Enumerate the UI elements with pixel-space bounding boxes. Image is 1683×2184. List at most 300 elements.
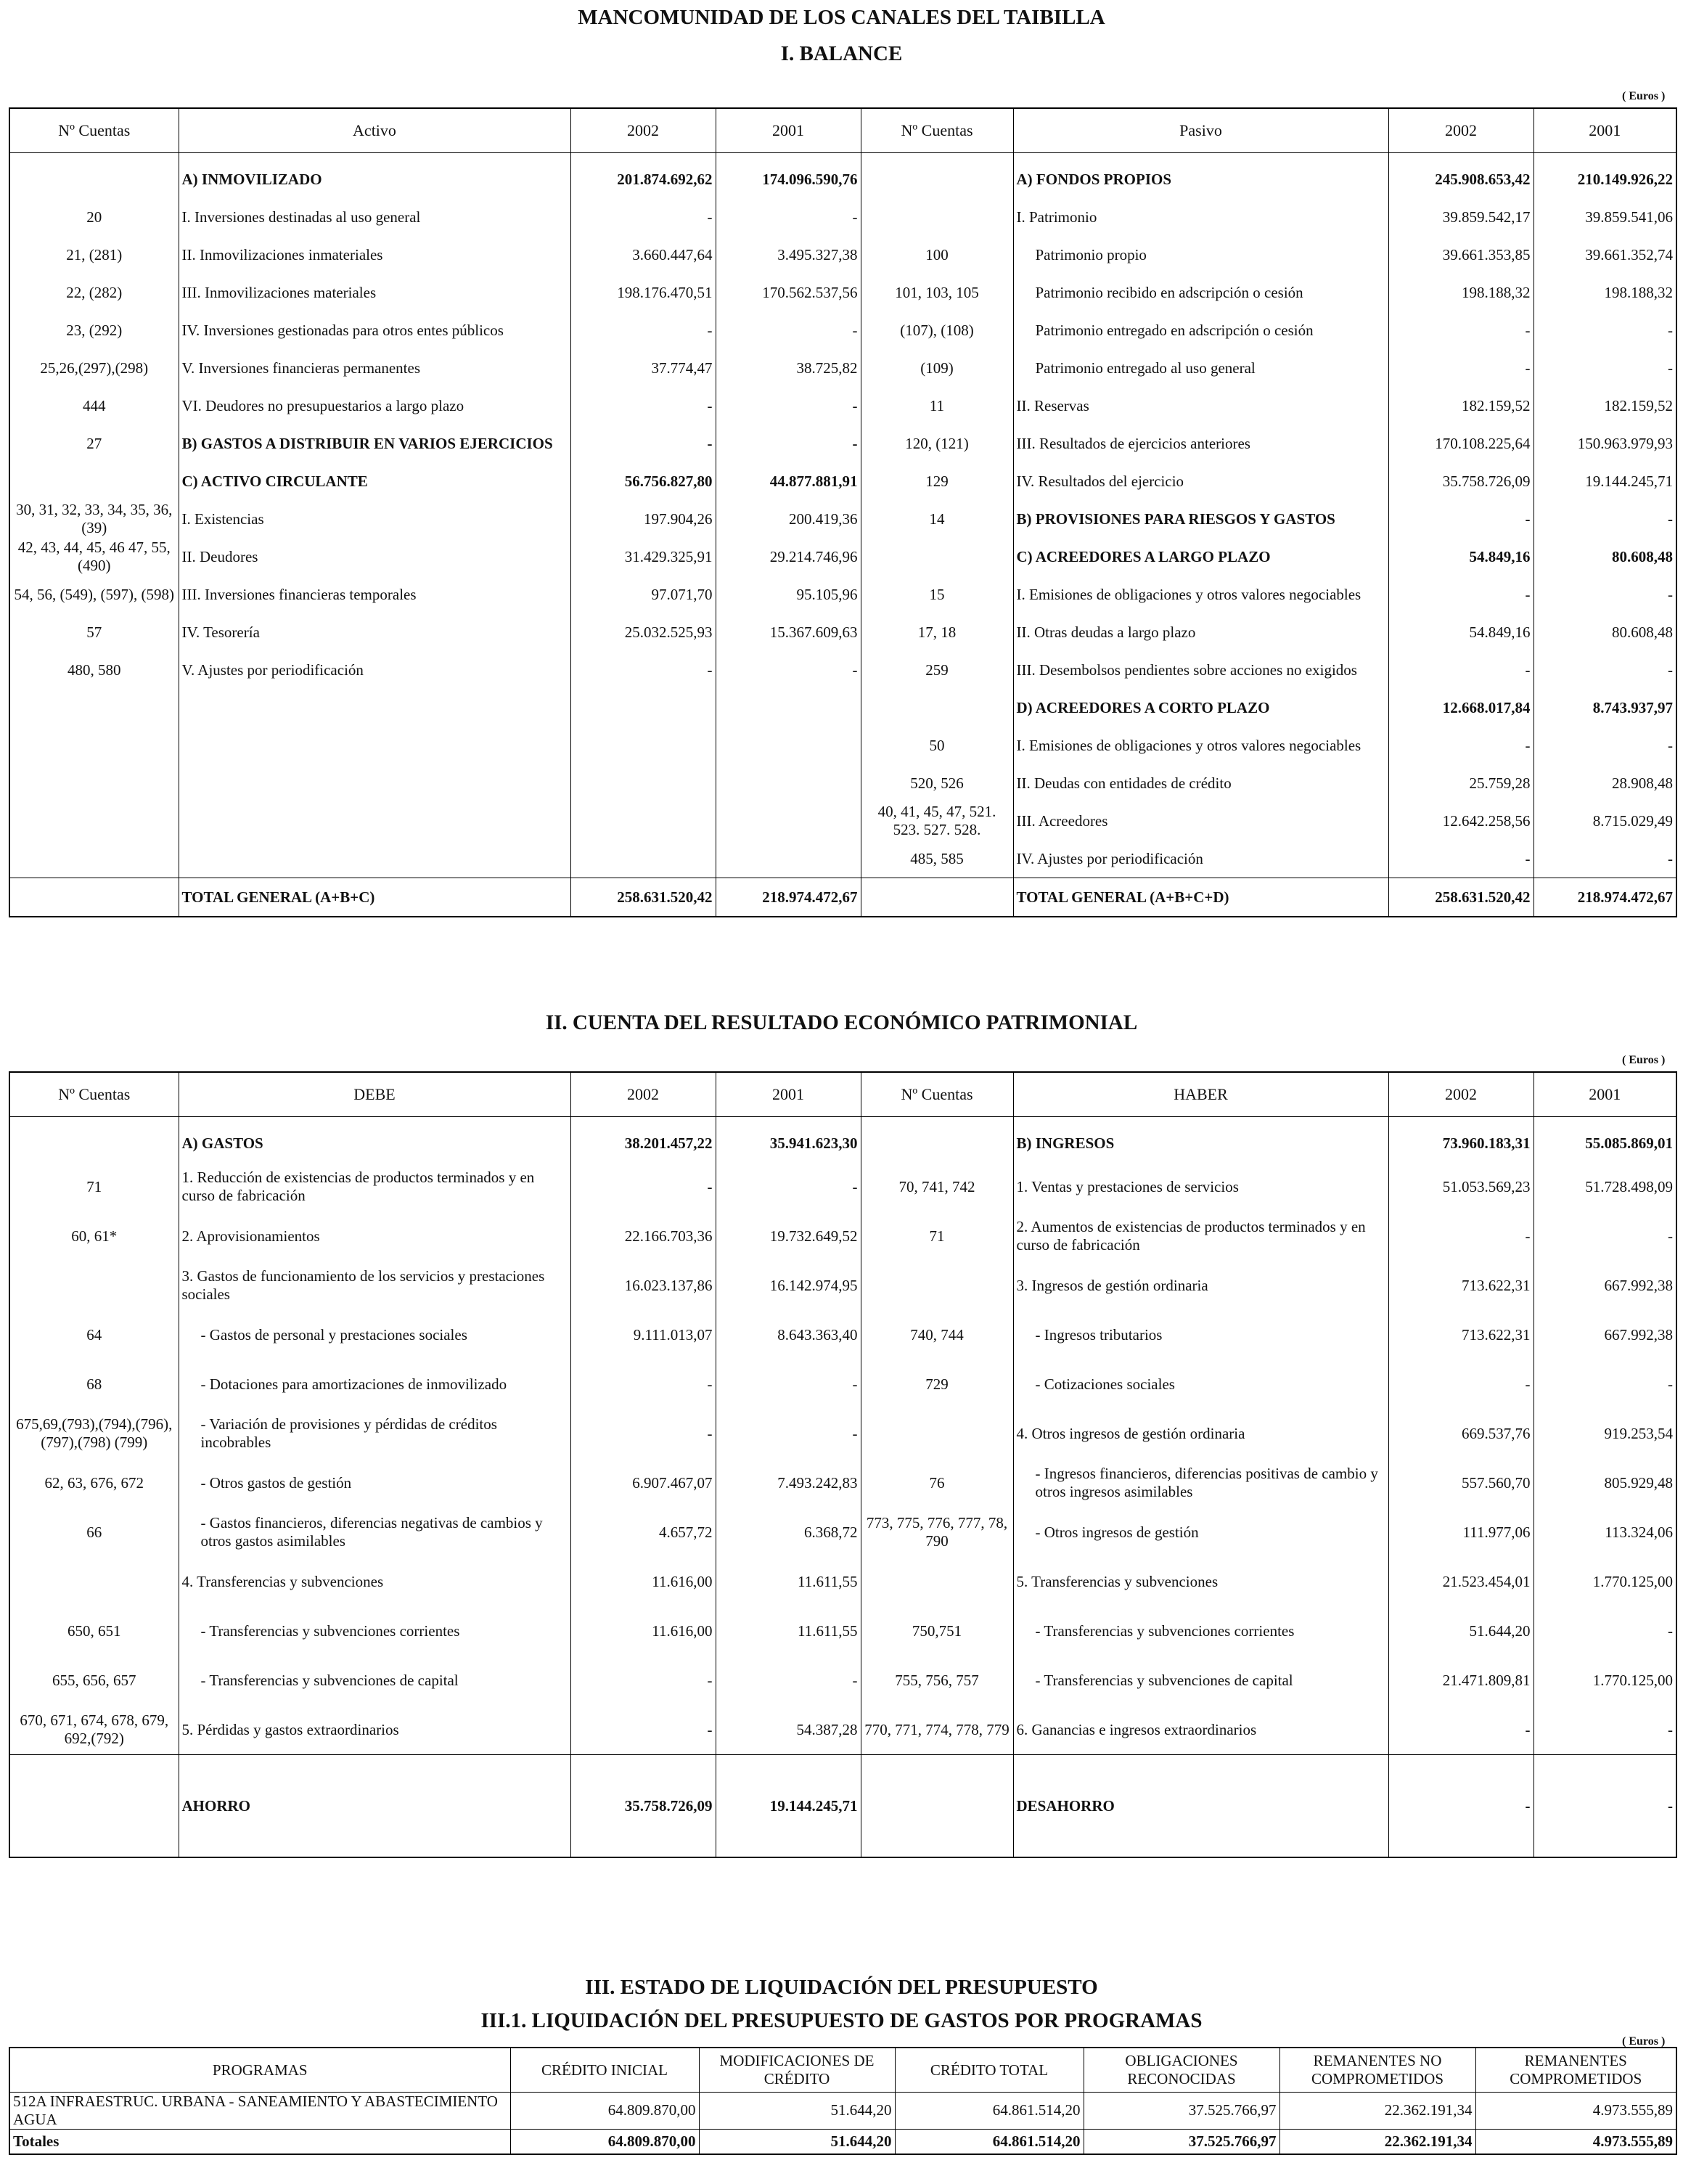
account-code bbox=[861, 1124, 1013, 1162]
table-row bbox=[9, 764, 1676, 802]
spacer-cell bbox=[861, 1117, 1013, 1125]
amount-2001: - bbox=[1533, 840, 1676, 878]
amount-2001: 51.728.498,09 bbox=[1533, 1162, 1676, 1211]
account-code: 15 bbox=[861, 576, 1013, 613]
concept: V. Inversiones financieras permanentes bbox=[179, 349, 570, 387]
concept: 1. Reducción de existencias de productos terminados y en curso de fabricación bbox=[179, 1162, 570, 1211]
amount-2001: 1.770.125,00 bbox=[1533, 1557, 1676, 1606]
amount-2002: 97.071,70 bbox=[570, 576, 716, 613]
concept: A) FONDOS PROPIOS bbox=[1013, 160, 1388, 198]
modificaciones: 51.644,20 bbox=[699, 2129, 895, 2154]
concept: IV. Tesorería bbox=[179, 613, 570, 651]
account-code bbox=[9, 727, 179, 764]
column-header: Activo bbox=[179, 108, 570, 153]
amount-2001: 6.368,72 bbox=[716, 1508, 861, 1557]
remanentes-comprometidos: 4.973.555,89 bbox=[1475, 2093, 1676, 2130]
table-row bbox=[9, 538, 1676, 576]
account-code: 54, 56, (549), (597), (598) bbox=[9, 576, 179, 613]
amount-2002 bbox=[570, 689, 716, 727]
amount-2002: 201.874.692,62 bbox=[570, 160, 716, 198]
amount-2001: - bbox=[716, 1162, 861, 1211]
amount-2001: 170.562.537,56 bbox=[716, 274, 861, 311]
account-code: 30, 31, 32, 33, 34, 35, 36, (39) bbox=[9, 500, 179, 538]
account-code bbox=[9, 462, 179, 500]
amount-2001: 218.974.472,67 bbox=[1533, 878, 1676, 917]
amount-2001: 150.963.979,93 bbox=[1533, 425, 1676, 462]
spacer-cell bbox=[1388, 153, 1533, 161]
table-row bbox=[9, 349, 1676, 387]
concept: - Ingresos tributarios bbox=[1013, 1310, 1388, 1359]
concept: - Variación de provisiones y pérdidas de créditos incobrables bbox=[179, 1409, 570, 1458]
amount-2002: 11.616,00 bbox=[570, 1557, 716, 1606]
table-row bbox=[9, 1261, 1676, 1310]
amount-2002: 713.622,31 bbox=[1388, 1261, 1533, 1310]
account-code: 27 bbox=[9, 425, 179, 462]
table-row bbox=[9, 425, 1676, 462]
amount-2002: 11.616,00 bbox=[570, 1606, 716, 1656]
amount-2001: - bbox=[1533, 727, 1676, 764]
spacer-cell bbox=[9, 1117, 179, 1125]
amount-2001: 19.144.245,71 bbox=[1533, 462, 1676, 500]
amount-2001: 113.324,06 bbox=[1533, 1508, 1676, 1557]
table-row bbox=[9, 1458, 1676, 1508]
column-header: Pasivo bbox=[1013, 108, 1388, 153]
concept: 2. Aprovisionamientos bbox=[179, 1211, 570, 1261]
account-code: 22, (282) bbox=[9, 274, 179, 311]
concept: - Transferencias y subvenciones corrientes bbox=[1013, 1606, 1388, 1656]
concept: - Transferencias y subvenciones corrientes bbox=[179, 1606, 570, 1656]
concept: III. Acreedores bbox=[1013, 802, 1388, 840]
amount-2002: - bbox=[1388, 500, 1533, 538]
amount-2001: 80.608,48 bbox=[1533, 538, 1676, 576]
balance-title: I. BALANCE bbox=[780, 42, 903, 65]
credito-inicial: 64.809.870,00 bbox=[510, 2093, 699, 2130]
column-header: 2002 bbox=[570, 1072, 716, 1117]
account-code bbox=[861, 160, 1013, 198]
account-code: 773, 775, 776, 777, 78, 790 bbox=[861, 1508, 1013, 1557]
amount-2002: - bbox=[570, 198, 716, 236]
amount-2002: 198.176.470,51 bbox=[570, 274, 716, 311]
amount-2002: 197.904,26 bbox=[570, 500, 716, 538]
amount-2001: 38.725,82 bbox=[716, 349, 861, 387]
table-row bbox=[9, 311, 1676, 349]
concept: - Ingresos financieros, diferencias positivas de cambio y otros ingresos asimilables bbox=[1013, 1458, 1388, 1508]
table-row bbox=[9, 613, 1676, 651]
concept bbox=[179, 802, 570, 840]
concept bbox=[179, 727, 570, 764]
concept: II. Deudores bbox=[179, 538, 570, 576]
account-code: 62, 63, 676, 672 bbox=[9, 1458, 179, 1508]
amount-2002: 39.661.353,85 bbox=[1388, 236, 1533, 274]
concept: V. Ajustes por periodificación bbox=[179, 651, 570, 689]
programa: Totales bbox=[9, 2129, 510, 2154]
amount-2002: 258.631.520,42 bbox=[1388, 878, 1533, 917]
account-code bbox=[861, 1261, 1013, 1310]
amount-2001: 44.877.881,91 bbox=[716, 462, 861, 500]
credito-inicial: 64.809.870,00 bbox=[510, 2129, 699, 2154]
account-code bbox=[9, 840, 179, 878]
concept bbox=[179, 840, 570, 878]
amount-2002: 12.642.258,56 bbox=[1388, 802, 1533, 840]
amount-2001: 54.387,28 bbox=[716, 1705, 861, 1755]
spacer-cell bbox=[179, 1117, 570, 1125]
column-header: 2002 bbox=[1388, 1072, 1533, 1117]
amount-2002: 54.849,16 bbox=[1388, 613, 1533, 651]
amount-2001: 8.715.029,49 bbox=[1533, 802, 1676, 840]
amount-2001: - bbox=[1533, 349, 1676, 387]
account-code bbox=[861, 538, 1013, 576]
concept: Patrimonio entregado en adscripción o cesión bbox=[1013, 311, 1388, 349]
account-code: 66 bbox=[9, 1508, 179, 1557]
obligaciones: 37.525.766,97 bbox=[1084, 2129, 1279, 2154]
concept bbox=[179, 689, 570, 727]
amount-2002: - bbox=[570, 1656, 716, 1705]
amount-2002: 669.537,76 bbox=[1388, 1409, 1533, 1458]
account-code: 740, 744 bbox=[861, 1310, 1013, 1359]
spacer-cell bbox=[716, 1117, 861, 1125]
amount-2001: - bbox=[1533, 311, 1676, 349]
account-code: 485, 585 bbox=[861, 840, 1013, 878]
account-code: (109) bbox=[861, 349, 1013, 387]
column-header: 2001 bbox=[1533, 1072, 1676, 1117]
account-code bbox=[9, 689, 179, 727]
column-header: 2002 bbox=[570, 108, 716, 153]
account-code: 70, 741, 742 bbox=[861, 1162, 1013, 1211]
account-code: (107), (108) bbox=[861, 311, 1013, 349]
table-row bbox=[9, 1508, 1676, 1557]
amount-2001: - bbox=[1533, 576, 1676, 613]
account-code bbox=[9, 1557, 179, 1606]
concept: - Transferencias y subvenciones de capital bbox=[179, 1656, 570, 1705]
concept: 6. Ganancias e ingresos extraordinarios bbox=[1013, 1705, 1388, 1755]
table-row bbox=[9, 1359, 1676, 1409]
modificaciones: 51.644,20 bbox=[699, 2093, 895, 2130]
concept: I. Existencias bbox=[179, 500, 570, 538]
table-row bbox=[9, 2129, 1676, 2154]
account-code bbox=[861, 1557, 1013, 1606]
account-code: 42, 43, 44, 45, 46 47, 55, (490) bbox=[9, 538, 179, 576]
spacer-cell bbox=[1533, 153, 1676, 161]
amount-2001: 16.142.974,95 bbox=[716, 1261, 861, 1310]
amount-2001: - bbox=[1533, 651, 1676, 689]
amount-2001 bbox=[716, 689, 861, 727]
table-row bbox=[9, 1557, 1676, 1606]
table-row bbox=[9, 1755, 1676, 1858]
amount-2002: 713.622,31 bbox=[1388, 1310, 1533, 1359]
amount-2002: - bbox=[1388, 840, 1533, 878]
column-header: 2001 bbox=[716, 108, 861, 153]
concept: 5. Pérdidas y gastos extraordinarios bbox=[179, 1705, 570, 1755]
table-header-row bbox=[9, 108, 1676, 153]
table-row bbox=[9, 1124, 1676, 1162]
concept: I. Patrimonio bbox=[1013, 198, 1388, 236]
obligaciones: 37.525.766,97 bbox=[1084, 2093, 1279, 2130]
table-row bbox=[9, 878, 1676, 917]
table-row bbox=[9, 1162, 1676, 1211]
amount-2002: 557.560,70 bbox=[1388, 1458, 1533, 1508]
column-header: DEBE bbox=[179, 1072, 570, 1117]
column-header: HABER bbox=[1013, 1072, 1388, 1117]
amount-2002: 54.849,16 bbox=[1388, 538, 1533, 576]
amount-2002: - bbox=[1388, 1359, 1533, 1409]
concept: B) GASTOS A DISTRIBUIR EN VARIOS EJERCICIOS bbox=[179, 425, 570, 462]
concept: C) ACREEDORES A LARGO PLAZO bbox=[1013, 538, 1388, 576]
account-code bbox=[9, 802, 179, 840]
account-code bbox=[861, 1755, 1013, 1858]
amount-2001: 39.661.352,74 bbox=[1533, 236, 1676, 274]
column-header: CRÉDITO TOTAL bbox=[895, 2048, 1084, 2093]
concept: B) INGRESOS bbox=[1013, 1124, 1388, 1162]
table-row bbox=[9, 387, 1676, 425]
presupuesto-subtitle: III.1. LIQUIDACIÓN DEL PRESUPUESTO DE GASTOS POR PROGRAMAS bbox=[480, 2009, 1203, 2032]
amount-2001: 28.908,48 bbox=[1533, 764, 1676, 802]
amount-2002: 51.053.569,23 bbox=[1388, 1162, 1533, 1211]
account-code: 675,69,(793),(794),(796),(797),(798) (799) bbox=[9, 1409, 179, 1458]
amount-2001: 29.214.746,96 bbox=[716, 538, 861, 576]
table-row bbox=[9, 1211, 1676, 1261]
account-code: 71 bbox=[9, 1162, 179, 1211]
account-code: 17, 18 bbox=[861, 613, 1013, 651]
amount-2002: 25.032.525,93 bbox=[570, 613, 716, 651]
remanentes-no-comprometidos: 22.362.191,34 bbox=[1279, 2093, 1475, 2130]
concept: II. Deudas con entidades de crédito bbox=[1013, 764, 1388, 802]
table-row bbox=[9, 1606, 1676, 1656]
account-code bbox=[9, 764, 179, 802]
amount-2002: - bbox=[1388, 349, 1533, 387]
amount-2001: 1.770.125,00 bbox=[1533, 1656, 1676, 1705]
concept: III. Inmovilizaciones materiales bbox=[179, 274, 570, 311]
amount-2002: - bbox=[1388, 1705, 1533, 1755]
table-row bbox=[9, 840, 1676, 878]
spacer-cell bbox=[570, 153, 716, 161]
column-header: 2001 bbox=[716, 1072, 861, 1117]
amount-2001: - bbox=[1533, 1755, 1676, 1858]
amount-2001: 19.144.245,71 bbox=[716, 1755, 861, 1858]
column-header: Nº Cuentas bbox=[9, 1072, 179, 1117]
concept: I. Emisiones de obligaciones y otros valores negociables bbox=[1013, 576, 1388, 613]
credito-total: 64.861.514,20 bbox=[895, 2093, 1084, 2130]
account-code: 60, 61* bbox=[9, 1211, 179, 1261]
amount-2001: 7.493.242,83 bbox=[716, 1458, 861, 1508]
column-header: REMANENTES NO COMPROMETIDOS bbox=[1279, 2048, 1475, 2093]
concept: - Transferencias y subvenciones de capital bbox=[1013, 1656, 1388, 1705]
account-code bbox=[9, 160, 179, 198]
amount-2001: 15.367.609,63 bbox=[716, 613, 861, 651]
account-code: 23, (292) bbox=[9, 311, 179, 349]
column-header: Nº Cuentas bbox=[861, 1072, 1013, 1117]
account-code bbox=[9, 1755, 179, 1858]
table-row bbox=[9, 462, 1676, 500]
table-row bbox=[9, 689, 1676, 727]
resultado-title: II. CUENTA DEL RESULTADO ECONÓMICO PATRIMONIAL bbox=[545, 1011, 1138, 1034]
amount-2001: - bbox=[716, 651, 861, 689]
amount-2002: 25.759,28 bbox=[1388, 764, 1533, 802]
table-row bbox=[9, 500, 1676, 538]
amount-2002: - bbox=[1388, 1211, 1533, 1261]
amount-2002: - bbox=[570, 651, 716, 689]
amount-2001: 95.105,96 bbox=[716, 576, 861, 613]
table-row bbox=[9, 1705, 1676, 1755]
amount-2002: 51.644,20 bbox=[1388, 1606, 1533, 1656]
account-code: 25,26,(297),(298) bbox=[9, 349, 179, 387]
amount-2001: 39.859.541,06 bbox=[1533, 198, 1676, 236]
amount-2001: 55.085.869,01 bbox=[1533, 1124, 1676, 1162]
account-code: 729 bbox=[861, 1359, 1013, 1409]
concept: C) ACTIVO CIRCULANTE bbox=[179, 462, 570, 500]
column-header: 2002 bbox=[1388, 108, 1533, 153]
account-code: 129 bbox=[861, 462, 1013, 500]
amount-2002: 258.631.520,42 bbox=[570, 878, 716, 917]
amount-2001: 8.643.363,40 bbox=[716, 1310, 861, 1359]
amount-2001: - bbox=[716, 198, 861, 236]
amount-2001: 11.611,55 bbox=[716, 1557, 861, 1606]
concept: - Gastos financieros, diferencias negativas de cambios y otros gastos asimilables bbox=[179, 1508, 570, 1557]
table-row bbox=[9, 651, 1676, 689]
account-code: 21, (281) bbox=[9, 236, 179, 274]
account-code bbox=[9, 878, 179, 917]
column-header: 2001 bbox=[1533, 108, 1676, 153]
concept: - Gastos de personal y prestaciones sociales bbox=[179, 1310, 570, 1359]
amount-2002: 56.756.827,80 bbox=[570, 462, 716, 500]
concept: Patrimonio entregado al uso general bbox=[1013, 349, 1388, 387]
concept: A) INMOVILIZADO bbox=[179, 160, 570, 198]
amount-2002: 111.977,06 bbox=[1388, 1508, 1533, 1557]
presupuesto-table bbox=[9, 2047, 1677, 2155]
table-row bbox=[9, 727, 1676, 764]
amount-2002 bbox=[570, 802, 716, 840]
concept: DESAHORRO bbox=[1013, 1755, 1388, 1858]
amount-2001: - bbox=[1533, 1211, 1676, 1261]
amount-2002: 16.023.137,86 bbox=[570, 1261, 716, 1310]
column-header: Nº Cuentas bbox=[861, 108, 1013, 153]
amount-2002 bbox=[570, 840, 716, 878]
amount-2002: 37.774,47 bbox=[570, 349, 716, 387]
amount-2001: 667.992,38 bbox=[1533, 1261, 1676, 1310]
amount-2002: 245.908.653,42 bbox=[1388, 160, 1533, 198]
amount-2001: 35.941.623,30 bbox=[716, 1124, 861, 1162]
amount-2002: - bbox=[570, 1359, 716, 1409]
account-code: 64 bbox=[9, 1310, 179, 1359]
spacer-cell bbox=[179, 153, 570, 161]
amount-2002: - bbox=[570, 387, 716, 425]
spacer-cell bbox=[1533, 1117, 1676, 1125]
account-code bbox=[861, 1409, 1013, 1458]
table-row bbox=[9, 160, 1676, 198]
column-header: CRÉDITO INICIAL bbox=[510, 2048, 699, 2093]
concept: 2. Aumentos de existencias de productos terminados y en curso de fabricación bbox=[1013, 1211, 1388, 1261]
amount-2001: 174.096.590,76 bbox=[716, 160, 861, 198]
table-row bbox=[9, 1656, 1676, 1705]
table-row bbox=[9, 2093, 1676, 2130]
concept: Patrimonio propio bbox=[1013, 236, 1388, 274]
amount-2002 bbox=[570, 764, 716, 802]
concept: AHORRO bbox=[179, 1755, 570, 1858]
amount-2001: - bbox=[1533, 1606, 1676, 1656]
amount-2001: - bbox=[716, 1656, 861, 1705]
concept: D) ACREEDORES A CORTO PLAZO bbox=[1013, 689, 1388, 727]
column-header: Nº Cuentas bbox=[9, 108, 179, 153]
concept: Patrimonio recibido en adscripción o cesión bbox=[1013, 274, 1388, 311]
concept bbox=[179, 764, 570, 802]
amount-2002: 182.159,52 bbox=[1388, 387, 1533, 425]
amount-2001: 80.608,48 bbox=[1533, 613, 1676, 651]
account-code: 14 bbox=[861, 500, 1013, 538]
concept: - Otros ingresos de gestión bbox=[1013, 1508, 1388, 1557]
spacer-cell bbox=[1013, 153, 1388, 161]
table-row bbox=[9, 198, 1676, 236]
account-code bbox=[861, 689, 1013, 727]
org-title: MANCOMUNIDAD DE LOS CANALES DEL TAIBILLA bbox=[578, 6, 1105, 29]
amount-2002: - bbox=[1388, 1755, 1533, 1858]
amount-2002: - bbox=[570, 1162, 716, 1211]
account-code: 20 bbox=[9, 198, 179, 236]
spacer-cell bbox=[861, 153, 1013, 161]
concept: VI. Deudores no presupuestarios a largo plazo bbox=[179, 387, 570, 425]
account-code: 444 bbox=[9, 387, 179, 425]
amount-2001: 198.188,32 bbox=[1533, 274, 1676, 311]
spacer-cell bbox=[570, 1117, 716, 1125]
concept: A) GASTOS bbox=[179, 1124, 570, 1162]
amount-2002: 9.111.013,07 bbox=[570, 1310, 716, 1359]
account-code: 40, 41, 45, 47, 521. 523. 527. 528. bbox=[861, 802, 1013, 840]
amount-2002: - bbox=[570, 311, 716, 349]
amount-2002: 198.188,32 bbox=[1388, 274, 1533, 311]
amount-2002: 39.859.542,17 bbox=[1388, 198, 1533, 236]
concept: 4. Otros ingresos de gestión ordinaria bbox=[1013, 1409, 1388, 1458]
amount-2001: 182.159,52 bbox=[1533, 387, 1676, 425]
concept: 5. Transferencias y subvenciones bbox=[1013, 1557, 1388, 1606]
table-row bbox=[9, 1310, 1676, 1359]
account-code: 50 bbox=[861, 727, 1013, 764]
concept: III. Desembolsos pendientes sobre acciones no exigidos bbox=[1013, 651, 1388, 689]
amount-2002: 170.108.225,64 bbox=[1388, 425, 1533, 462]
column-header: PROGRAMAS bbox=[9, 2048, 510, 2093]
column-header: REMANENTES COMPROMETIDOS bbox=[1475, 2048, 1676, 2093]
account-code: 480, 580 bbox=[9, 651, 179, 689]
amount-2001 bbox=[716, 727, 861, 764]
amount-2002: 21.471.809,81 bbox=[1388, 1656, 1533, 1705]
concept: IV. Ajustes por periodificación bbox=[1013, 840, 1388, 878]
concept: I. Emisiones de obligaciones y otros valores negociables bbox=[1013, 727, 1388, 764]
account-code bbox=[861, 878, 1013, 917]
amount-2002: - bbox=[570, 425, 716, 462]
amount-2001: - bbox=[716, 1359, 861, 1409]
concept: I. Inversiones destinadas al uso general bbox=[179, 198, 570, 236]
presupuesto-title: III. ESTADO DE LIQUIDACIÓN DEL PRESUPUESTO bbox=[585, 1976, 1098, 1999]
amount-2001: - bbox=[716, 1409, 861, 1458]
amount-2001: - bbox=[716, 311, 861, 349]
concept: TOTAL GENERAL (A+B+C) bbox=[179, 878, 570, 917]
account-code bbox=[9, 1124, 179, 1162]
amount-2002: 31.429.325,91 bbox=[570, 538, 716, 576]
amount-2002: - bbox=[570, 1409, 716, 1458]
concept: 3. Gastos de funcionamiento de los servicios y prestaciones sociales bbox=[179, 1261, 570, 1310]
account-code bbox=[861, 198, 1013, 236]
amount-2002: - bbox=[1388, 576, 1533, 613]
concept: - Cotizaciones sociales bbox=[1013, 1359, 1388, 1409]
amount-2001: 218.974.472,67 bbox=[716, 878, 861, 917]
table-row bbox=[9, 274, 1676, 311]
account-code: 68 bbox=[9, 1359, 179, 1409]
account-code bbox=[9, 1261, 179, 1310]
concept: 1. Ventas y prestaciones de servicios bbox=[1013, 1162, 1388, 1211]
amount-2001 bbox=[716, 764, 861, 802]
euros-unit: ( Euros ) bbox=[1622, 2035, 1666, 2048]
account-code: 750,751 bbox=[861, 1606, 1013, 1656]
column-header: MODIFICACIONES DE CRÉDITO bbox=[699, 2048, 895, 2093]
programa: 512A INFRAESTRUC. URBANA - SANEAMIENTO Y ABASTECIMIENTO AGUA bbox=[9, 2093, 510, 2130]
concept: IV. Inversiones gestionadas para otros entes públicos bbox=[179, 311, 570, 349]
